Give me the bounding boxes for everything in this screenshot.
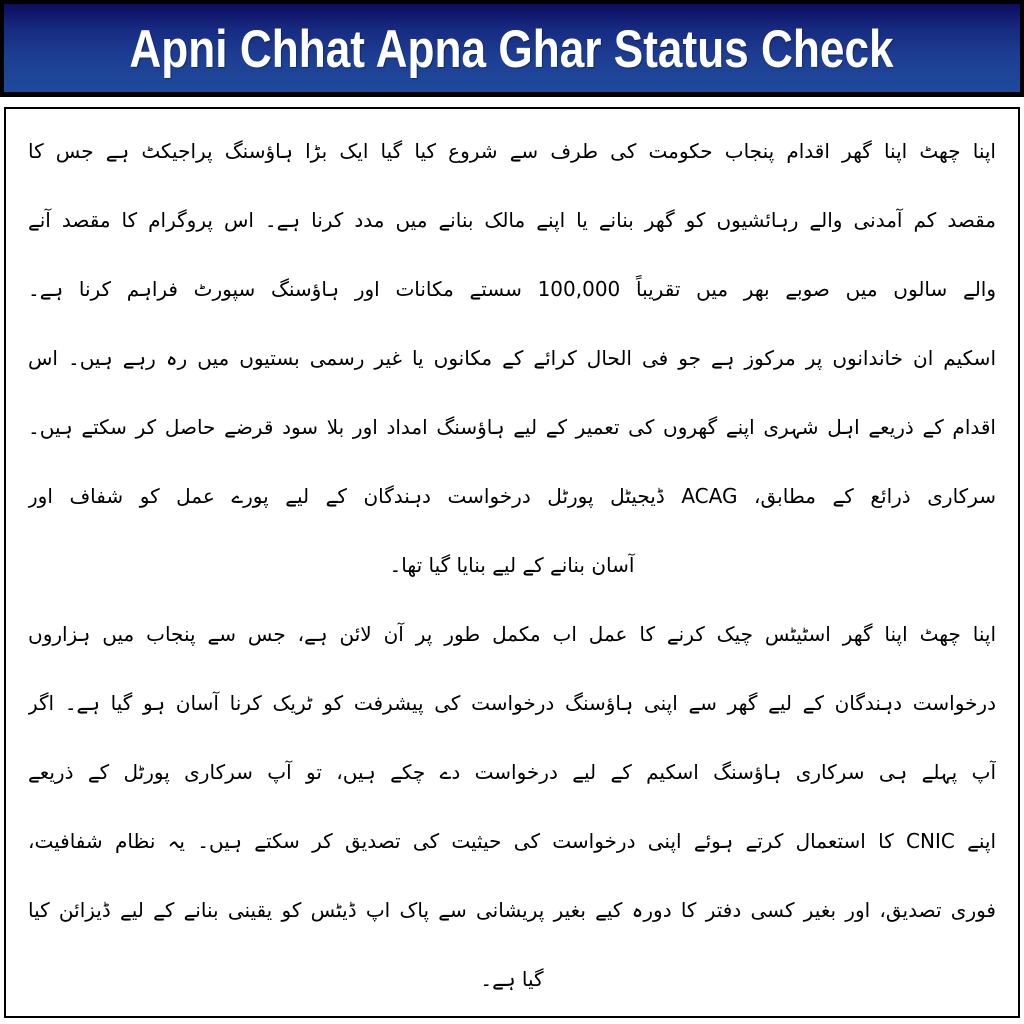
page-title: Apni Chhat Apna Ghar Status Check: [129, 18, 895, 78]
urdu-text-line: درخواست دہندگان کے لیے گھر سے اپنی ہاؤسنگ درخواست کی پیشرفت کو ٹریک کرنا آسان ہو گیا ہے۔ اگر: [28, 691, 996, 715]
urdu-text-line: والے سالوں میں صوبے بھر میں تقریباً 100,000 سستے مکانات اور ہاؤسنگ سپورٹ فراہم کرنا ہے۔: [28, 277, 996, 301]
urdu-text-line: اسکیم ان خاندانوں پر مرکوز ہے جو فی الحال کرائے کے مکانوں یا غیر رسمی بستیوں میں رہ رہے ہیں۔ اس: [28, 346, 996, 370]
urdu-text-line: سرکاری ذرائع کے مطابق، ACAG ڈیجیٹل پورٹل درخواست دہندگان کے لیے پورے عمل کو شفاف اور: [28, 484, 996, 508]
urdu-text-line: اقدام کے ذریعے اہل شہری اپنے گھروں کی تعمیر کے لیے ہاؤسنگ امداد اور بلا سود قرضے حاصل کر سکتے ہیں۔: [28, 415, 996, 439]
urdu-text-line: آپ پہلے ہی سرکاری ہاؤسنگ اسکیم کے لیے درخواست دے چکے ہیں، تو آپ سرکاری پورٹل کے ذریعے: [28, 760, 996, 784]
urdu-text-line-centered: گیا ہے۔: [480, 967, 544, 991]
urdu-text-line: اپنا چھٹ اپنا گھر اسٹیٹس چیک کرنے کا عمل اب مکمل طور پر آن لائن ہے، جس سے پنجاب میں ہزاروں: [28, 622, 996, 646]
article-body: [4, 107, 1020, 1018]
urdu-text-line: مقصد کم آمدنی والے رہائشیوں کو گھر بنانے یا اپنے مالک بنانے میں مدد کرنا ہے۔ اس پروگرام کا مقصد آنے: [28, 208, 996, 232]
urdu-text-line: اپنے CNIC کا استعمال کرتے ہوئے اپنی درخواست کی حیثیت کی تصدیق کر سکتے ہیں۔ یہ نظام شفافیت،: [28, 829, 996, 853]
urdu-text-line: فوری تصدیق، اور بغیر کسی دفتر کا دورہ کیے بغیر پریشانی سے پاک اپ ڈیٹس کو یقینی بنانے کے لیے ڈیزائن کیا: [28, 898, 996, 922]
urdu-text-line-centered: آسان بنانے کے لیے بنایا گیا تھا۔: [389, 553, 635, 577]
urdu-text-line: اپنا چھٹ اپنا گھر اقدام پنجاب حکومت کی طرف سے شروع کیا گیا ایک بڑا ہاؤسنگ پراجیکٹ ہے جس کا: [28, 139, 996, 163]
title-banner: [0, 0, 1024, 97]
